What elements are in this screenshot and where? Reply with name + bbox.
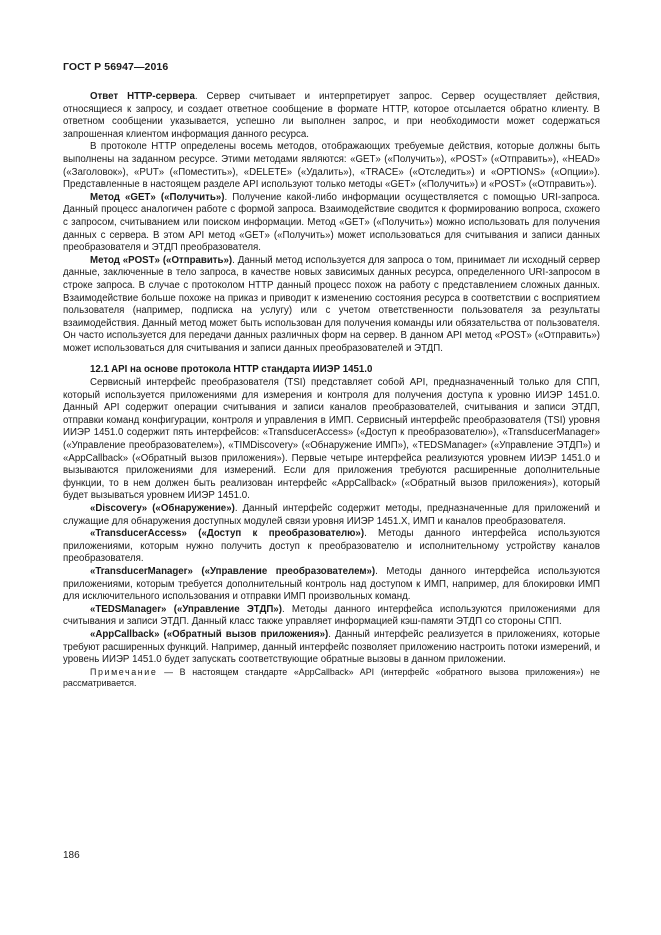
paragraph-tsi-overview	[63, 377, 600, 503]
document-header: ГОСТ Р 56947—2016	[63, 61, 169, 73]
paragraph-http-methods	[63, 141, 600, 191]
paragraph-text: . Методы данного интерфейса используются приложениями, которым нужно получить доступ к преобразователю и исполнительному устройству каналов преобразователя.	[63, 528, 600, 565]
note-text: — В настоящем стандарте «AppCallback» API (интерфейс «обратного вызова приложения») не рассматривается.	[63, 666, 600, 689]
paragraph-lead: «TEDSManager» («Управление ЭТДП»)	[90, 603, 282, 615]
paragraph-lead: Метод «POST» («Отправить»)	[90, 254, 233, 266]
paragraph-lead: «TransducerAccess» («Доступ к преобразователю»)	[90, 528, 365, 540]
paragraph-post-method	[63, 255, 600, 356]
paragraph-text: В протоколе HTTP определены восемь методов, отображающих требуемые действия, которые должны быть выполнены на заданном ресурсе. Этими методами являются: «GET» («Получить»), «POST» («Отправить»), «HEAD» («Заголовок»), «PUT» («Поместить»), «DELETE» («Удалить»), «TRACE» («Отследить») и «OPTIONS» («Опции»). Представленные в настоящем разделе API используют только методы «GET» («Получить») и «POST» («Отправить»).	[63, 141, 600, 191]
page-number: 186	[63, 850, 80, 861]
paragraph-lead: «TransducerManager» («Управление преобразователем»)	[90, 565, 376, 577]
paragraph-text: . Методы данного интерфейса используются приложениями для считывания и записи ЭТДП. Данный класс также управляет информацией кэш-памяти ЭТДП со стороны СПП.	[63, 603, 600, 628]
section-heading: 12.1 API на основе протокола HTTP стандарта ИИЭР 1451.0	[90, 364, 373, 376]
note-label: Примечание	[90, 666, 158, 677]
paragraph-text: Сервисный интерфейс преобразователя (TSI) представляет собой API, предназначенный только для СПП, который используется приложениями для измерения и контроля для получения доступа к уровню ИИЭР 1451.0. Данный API содержит операции считывания и записи каналов преобразователей, считывания и записи ЭТДП, отправки команд конфигурации, контроля и управления в ИМП. Сервисный интерфейс преобразователя (TSI) уровня ИИЭР 1451.0 содержит пять интерфейсов: «TransducerAccess» («Доступ к преобразователю»), «TransducerManager» («Управление преобразователем»), «TIMDiscovery» («Обнаружение ИМП»), «TEDSManager» («Управление ЭТДП») и «AppCallback» («Обратный вызов приложения»). Первые четыре интерфейса реализуются уровнем ИИЭР 1451.0 и вызываются приложениями для измерений. Если для приложения требуются расширенные дополнительные функции, то в нем должен быть реализован интерфейс «AppCallback» («Обратный вызов приложения»), который будет вызываться уровнем ИИЭР 1451.0.	[63, 377, 600, 502]
paragraph-transducer-access	[63, 528, 600, 566]
paragraph-text: . Методы данного интерфейса используются приложениями, которым требуется дополнительный контроль над доступом к ИМП, например, для блокировки ИМП для исключительного использования и отправки ИМП произвольных команд.	[63, 565, 600, 603]
paragraph-text: . Данный интерфейс содержит методы, предназначенные для приложений и служащие для обнаружения доступных модулей связи уровня ИИЭР 1451.Х, ИМП и каналов преобразователя.	[63, 503, 600, 527]
paragraph-text: . Получение какой-либо информации осуществляется с помощью URI-запроса. Данный процесс аналогичен работе с формой запроса. Взаимодействие сводится к формированию вопроса, схожего с запросом, считыванием или поиском информации. Метод «GET» («Получить») можно использовать для получения данных с сервера. В этом API метод «GET» («Получить») может использоваться для считывания и записи данных преобразователя и ЭТДП преобразователя.	[63, 191, 600, 254]
paragraph-teds-manager	[63, 604, 600, 629]
paragraph-app-callback	[63, 629, 600, 667]
paragraph-lead: Ответ HTTP-сервера	[90, 91, 195, 102]
paragraph-text: . Данный метод используется для запроса о том, принимает ли исходный сервер данные, заключенные в тело запроса, в качестве новых зависимых данных ресурса, определенного URI-запросом в строке запроса. В случае с протоколом HTTP данный процесс похож на работу с представлением сложных данных. Взаимодействие больше похоже на приказ и приводит к изменению состояния ресурса в соответствии с восприятием пользователя (например, подписка на услугу) или с учетом ответственности пользователя за результаты взаимодействия. Данный метод может быть использован для получения команды или обязательства от пользователя. Он часто используется для передачи данных различных форм на сервер. В данном API метод «POST» («Отправить») может использоваться для считывания и записи данных преобразователей и ЭТДП.	[63, 254, 600, 354]
note	[63, 667, 600, 690]
paragraph-lead: Метод «GET» («Получить»)	[90, 191, 225, 203]
paragraph-text: . Данный интерфейс реализуется в приложениях, которые требуют расширенных функций. Например, данный интерфейс позволяет приложению настроить потоки измерений, и уровень ИИЭР 1451.0 будет запускать соответствующие обратные вызовы в данном приложении.	[63, 628, 600, 666]
paragraph-transducer-manager	[63, 566, 600, 604]
paragraph-get-method	[63, 192, 600, 255]
page-content	[63, 91, 600, 690]
paragraph-lead: «AppCallback» («Обратный вызов приложения»)	[90, 628, 329, 640]
paragraph-text: . Сервер считывает и интерпретирует запрос. Сервер осуществляет действия, относящиеся к запросу, и создает ответное сообщение в формате HTTP, которое отсылается обратно клиенту. В ответном сообщении указывается, успешно ли выполнен запрос, и при необходимости может содержаться запрошенная клиентом информация данного ресурса.	[63, 91, 600, 140]
paragraph-discovery	[63, 503, 600, 528]
paragraph-http-response	[63, 91, 600, 141]
paragraph-lead: «Discovery» («Обнаружение»)	[90, 503, 235, 514]
